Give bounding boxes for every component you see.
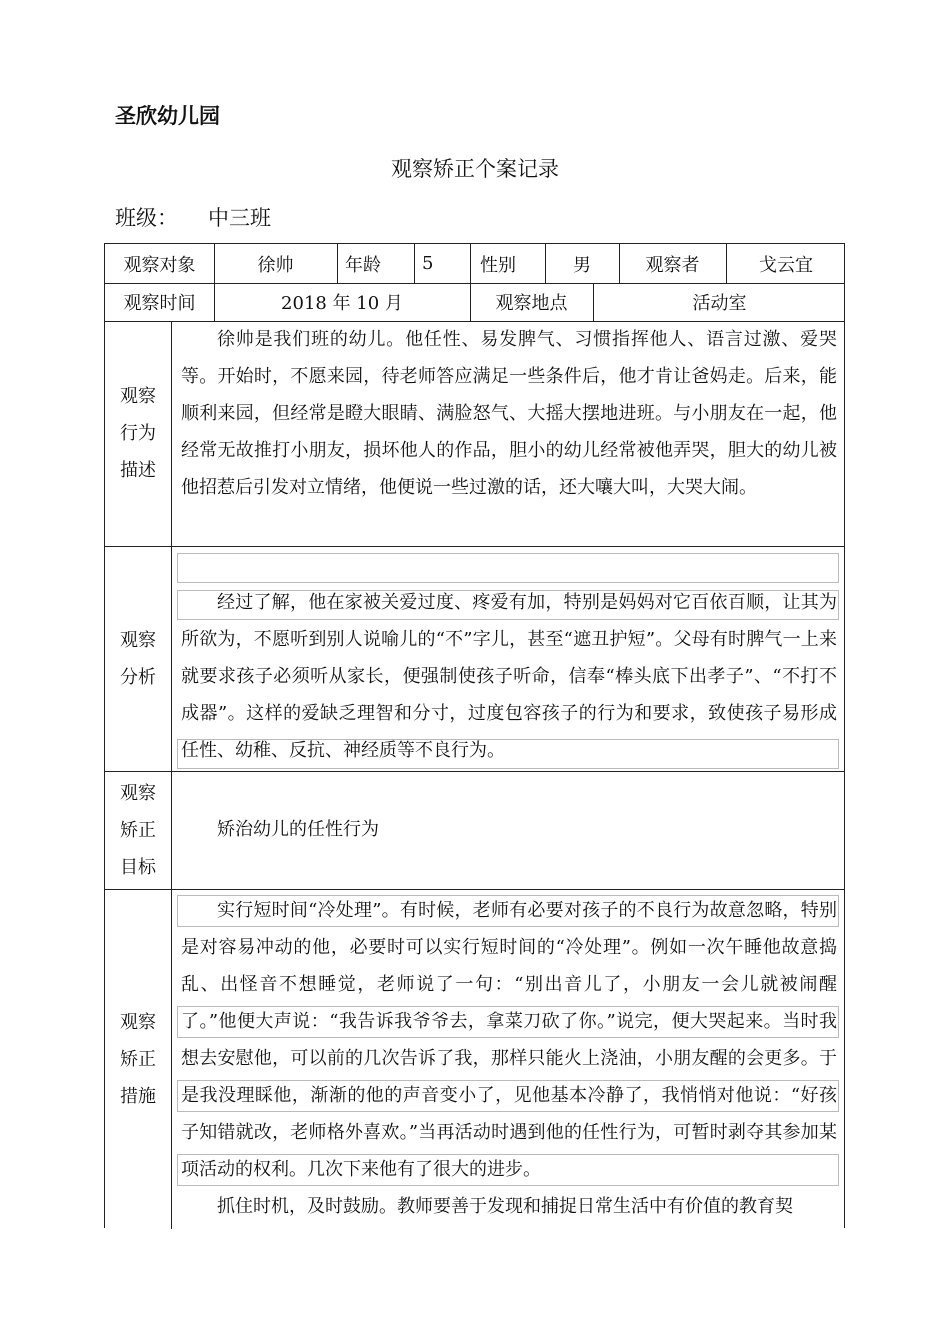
analysis-label-2: 分析: [120, 666, 156, 688]
analysis-label-1: 观察: [120, 629, 156, 651]
school-name: 圣欣幼儿园: [115, 104, 220, 128]
behavior-label-1: 观察: [120, 386, 156, 407]
place-value: 活动室: [692, 293, 747, 314]
subject-value: 徐帅: [257, 254, 294, 276]
measures-text: 实行短时间“冷处理”。有时候，老师有必要对孩子的不良行为故意忽略，特别是对容易冲动的他，必要时可以实行短时间的“冷处理”。例如一次午睡他故意捣乱、出怪音不想睡觉，老师说了一句：“别出音儿了，小朋友一会儿就被闹醒了。”他便大声说：“我告诉我爷爷去，拿菜刀砍了你。”说完，便大哭起来。当时我想去安慰他，可以前的几次告诉了我，那样只能火上浇油，小朋友醒的会更多。于是我没理睬他，渐渐的他的声音变小了，见他基本冷静了，我悄悄对他说：“好孩子知错就改，老师格外喜欢。”当再活动时遇到他的任性行为，可暂时剥夺其参加某项活动的权利。几次下来他有了很大的进步。 抓住时机，及时鼓励。教师要善于发现和捕捉日常生活中有价值的教育契: [181, 900, 837, 1217]
observer-label: 观察者: [645, 254, 700, 276]
age-value: 5: [422, 253, 434, 274]
goal-label-3: 目标: [120, 856, 156, 878]
record-table: [104, 243, 845, 1228]
subject-label: 观察对象: [123, 254, 196, 276]
goal-label-1: 观察: [120, 782, 156, 804]
behavior-label: [105, 321, 171, 546]
measures-label-3: 措施: [120, 1085, 156, 1107]
behavior-label-3: 描述: [120, 460, 156, 481]
time-value: 2018 年 10 月: [281, 293, 403, 314]
place-label: 观察地点: [495, 293, 568, 314]
behavior-label-2: 行为: [120, 423, 156, 444]
behavior-text: 徐帅是我们班的幼儿。他任性、易发脾气、习惯指挥他人、语言过激、爱哭等。开始时，不愿来园，待老师答应满足一些条件后，他才肯让爸妈走。后来，能顺利来园，但经常是瞪大眼睛、满脸怒气、大摇大摆地进班。与小朋友在一起，他经常无故推打小朋友，损坏他人的作品，胆小的幼儿经常被他弄哭，胆大的幼儿被他招惹后引发对立情绪，他便说一些过激的话，还大嚷大叫，大哭大闹。: [181, 329, 837, 498]
class-label: 班级：: [115, 206, 178, 230]
document-title: 观察矫正个案记录: [391, 157, 559, 181]
measures-label-1: 观察: [120, 1011, 156, 1033]
analysis-label: [105, 546, 171, 771]
observer-value: 戈云宜: [759, 254, 813, 276]
measures-label-2: 矫正: [120, 1048, 156, 1070]
class-value: 中三班: [208, 206, 271, 230]
time-label: 观察时间: [123, 293, 196, 314]
class-line: [115, 202, 271, 232]
goal-label-2: 矫正: [120, 819, 156, 841]
analysis-text: 经过了解，他在家被关爱过度、疼爱有加，特别是妈妈对它百依百顺，让其为所欲为，不愿听到别人说喻儿的“不”字儿，甚至“遮丑护短”。父母有时脾气一上来就要求孩子必须听从家长，便强制使孩子听命，信奉“棒头底下出孝子”、“不打不成器”。这样的爱缺乏理智和分寸，过度包容孩子的行为和要求，致使孩子易形成任性、幼稚、反抗、神经质等不良行为。: [181, 592, 837, 761]
gender-value: 男: [573, 254, 591, 276]
age-label: 年龄: [345, 254, 381, 276]
goal-label: [105, 771, 171, 889]
gender-label: 性别: [480, 254, 516, 276]
measures-label: [105, 889, 171, 1229]
goal-text: 矫治幼儿的任性行为: [217, 819, 379, 840]
